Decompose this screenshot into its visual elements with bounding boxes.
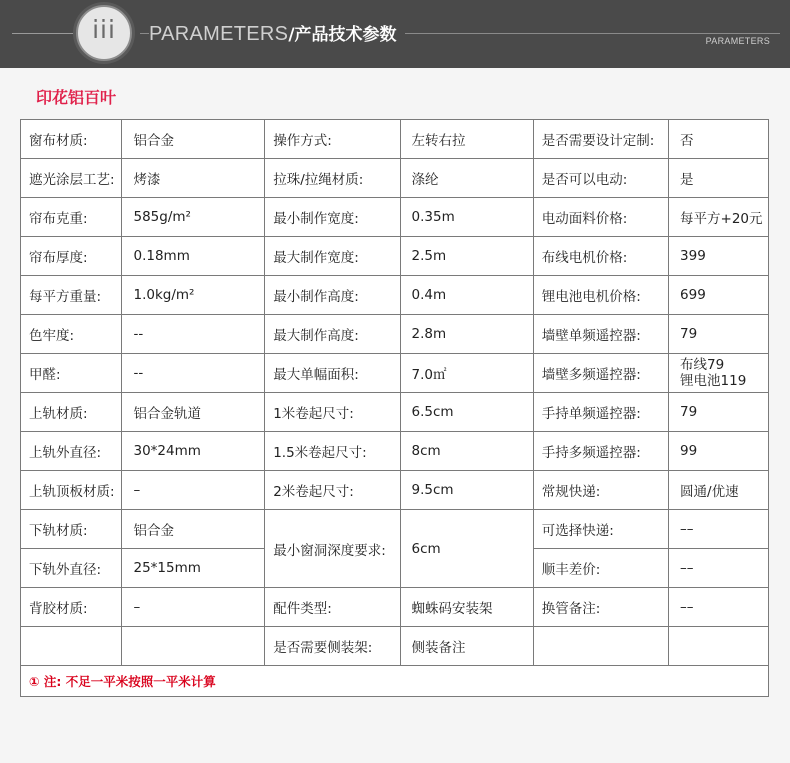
spec-label-2: 配件类型:: [265, 588, 400, 627]
spec-label-3: 手持单频遥控器:: [533, 393, 668, 432]
spec-label-3: 布线电机价格:: [533, 237, 668, 276]
spec-value-1: --: [122, 354, 265, 393]
note-row: [21, 666, 769, 697]
header-divider-left: [12, 33, 74, 34]
spec-label-3: 可选择快递:: [533, 510, 668, 549]
spec-table-body: [21, 120, 769, 697]
spec-value-1: 铝合金: [122, 510, 265, 549]
spec-label-3: 常规快递:: [533, 471, 668, 510]
spec-value-2: 7.0㎡: [400, 354, 533, 393]
spec-label-3: 电动面料价格:: [533, 198, 668, 237]
spec-value-3: 布线79 锂电池119: [669, 354, 769, 393]
spec-label-2: 最小制作宽度:: [265, 198, 400, 237]
spec-label-3: 锂电池电机价格:: [533, 276, 668, 315]
spec-label-2: 最小制作高度:: [265, 276, 400, 315]
header-banner: [0, 0, 790, 68]
spec-label-2: 是否需要侧装架:: [265, 627, 400, 666]
spec-value-2: 左转右拉: [400, 120, 533, 159]
spec-row: [21, 237, 769, 276]
section-number: iii: [92, 15, 116, 44]
spec-label-2: 操作方式:: [265, 120, 400, 159]
spec-label-2: 1.5米卷起尺寸:: [265, 432, 400, 471]
spec-value-3: ––: [669, 549, 769, 588]
spec-label-1: 窗布材质:: [21, 120, 122, 159]
spec-label-1: 遮光涂层工艺:: [21, 159, 122, 198]
section-subtitle: PARAMETERS: [705, 36, 770, 46]
spec-label-1: 帘布克重:: [21, 198, 122, 237]
spec-label-3: 手持多频遥控器:: [533, 432, 668, 471]
spec-label-2: 2米卷起尺寸:: [265, 471, 400, 510]
spec-row: [21, 198, 769, 237]
spec-value-3: 79: [669, 315, 769, 354]
spec-label-3: 墙壁单频遥控器:: [533, 315, 668, 354]
spec-label-1: 帘布厚度:: [21, 237, 122, 276]
spec-row: [21, 354, 769, 393]
spec-row: [21, 315, 769, 354]
spec-row: [21, 159, 769, 198]
spec-label-3: 是否可以电动:: [533, 159, 668, 198]
spec-label-3: 换管备注:: [533, 588, 668, 627]
spec-value-1: 30*24mm: [122, 432, 265, 471]
spec-label-3: 顺丰差价:: [533, 549, 668, 588]
section-title: [149, 20, 405, 46]
spec-value-1: –: [122, 588, 265, 627]
spec-label-3: 是否需要设计定制:: [533, 120, 668, 159]
spec-value-1: 铝合金轨道: [122, 393, 265, 432]
spec-value-3: 是: [669, 159, 769, 198]
spec-value-3: 699: [669, 276, 769, 315]
spec-value-2: 6.5cm: [400, 393, 533, 432]
spec-value-2: 涤纶: [400, 159, 533, 198]
spec-label-1: 每平方重量:: [21, 276, 122, 315]
spec-row: [21, 432, 769, 471]
spec-row: [21, 471, 769, 510]
spec-value-3: 否: [669, 120, 769, 159]
spec-value-3: ––: [669, 510, 769, 549]
spec-value-3: 399: [669, 237, 769, 276]
footnote: ① 注: 不足一平米按照一平米计算: [21, 666, 769, 697]
spec-value-1: –: [122, 471, 265, 510]
spec-value-3: 79: [669, 393, 769, 432]
spec-value-3: [669, 627, 769, 666]
spec-value-1: 烤漆: [122, 159, 265, 198]
spec-value-1: 0.18mm: [122, 237, 265, 276]
product-title: 印花铝百叶: [36, 88, 117, 107]
spec-value-1: 铝合金: [122, 120, 265, 159]
spec-value-2: 9.5cm: [400, 471, 533, 510]
spec-row: [21, 276, 769, 315]
section-title-en: PARAMETERS: [149, 23, 289, 45]
spec-row: [21, 393, 769, 432]
spec-row: [21, 627, 769, 666]
spec-value-3: 每平方+20元: [669, 198, 769, 237]
spec-value-1: --: [122, 315, 265, 354]
section-title-cn: /产品技术参数: [288, 25, 397, 45]
spec-label-2: 最大制作高度:: [265, 315, 400, 354]
spec-table: [20, 119, 769, 697]
spec-value-2: 0.35m: [400, 198, 533, 237]
spec-label-2: 1米卷起尺寸:: [265, 393, 400, 432]
spec-label-2: 最小窗洞深度要求:: [265, 510, 400, 588]
spec-value-1: 25*15mm: [122, 549, 265, 588]
spec-value-2: 蜘蛛码安装架: [400, 588, 533, 627]
spec-label-1: 色牢度:: [21, 315, 122, 354]
spec-label-2: 最大制作宽度:: [265, 237, 400, 276]
spec-row: [21, 588, 769, 627]
spec-value-2: 8cm: [400, 432, 533, 471]
spec-label-2: 最大单幅面积:: [265, 354, 400, 393]
spec-value-1: [122, 627, 265, 666]
spec-row: [21, 510, 769, 549]
spec-label-1: 上轨外直径:: [21, 432, 122, 471]
spec-label-1: 下轨外直径:: [21, 549, 122, 588]
spec-value-3: 圆通/优速: [669, 471, 769, 510]
spec-label-3: 墙壁多频遥控器:: [533, 354, 668, 393]
spec-value-3: 99: [669, 432, 769, 471]
spec-value-1: 585g/m²: [122, 198, 265, 237]
spec-label-1: [21, 627, 122, 666]
spec-label-1: 背胶材质:: [21, 588, 122, 627]
spec-label-1: 上轨材质:: [21, 393, 122, 432]
section-badge: [76, 5, 132, 61]
spec-value-1: 1.0kg/m²: [122, 276, 265, 315]
spec-label-2: 拉珠/拉绳材质:: [265, 159, 400, 198]
spec-label-1: 下轨材质:: [21, 510, 122, 549]
spec-value-2: 侧装备注: [400, 627, 533, 666]
spec-label-3: [533, 627, 668, 666]
spec-row: [21, 120, 769, 159]
spec-label-1: 甲醛:: [21, 354, 122, 393]
spec-value-3: ––: [669, 588, 769, 627]
spec-value-2: 2.8m: [400, 315, 533, 354]
spec-label-1: 上轨顶板材质:: [21, 471, 122, 510]
spec-value-2: 6cm: [400, 510, 533, 588]
spec-value-2: 0.4m: [400, 276, 533, 315]
spec-value-2: 2.5m: [400, 237, 533, 276]
